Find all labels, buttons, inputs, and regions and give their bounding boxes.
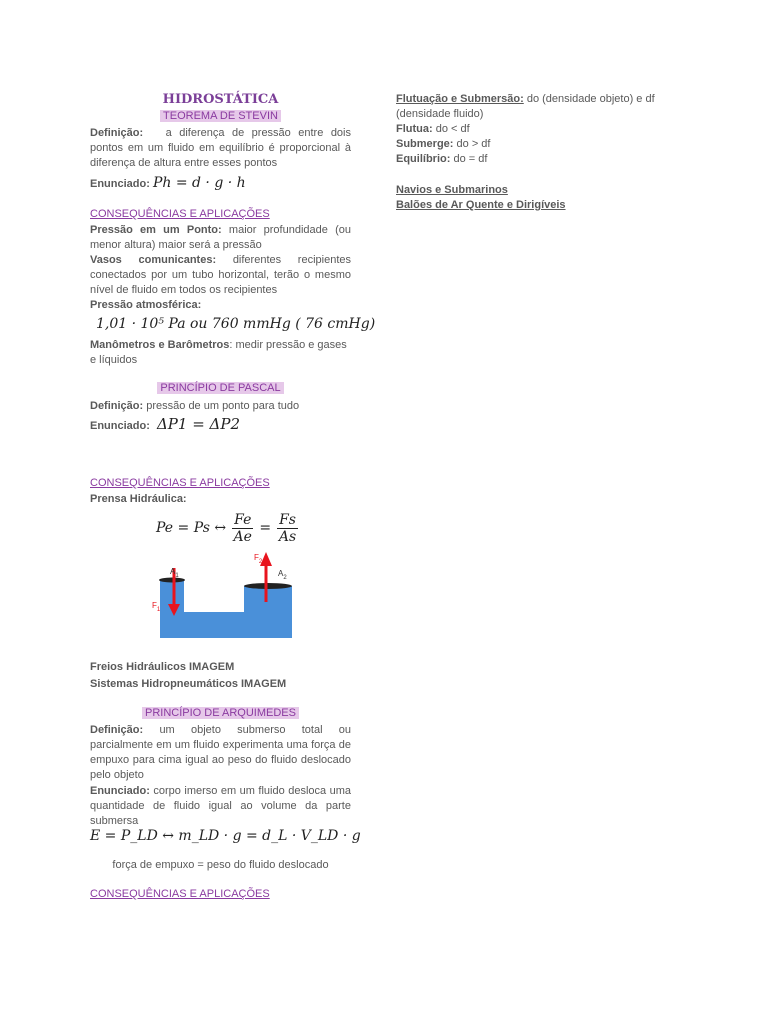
pascal-statement <box>90 414 351 436</box>
communicating-vessels-item <box>90 253 351 298</box>
pressure-point-item <box>90 223 351 253</box>
pascal-heading-wrap <box>90 382 351 394</box>
pascal-def-label: Definição: <box>90 400 144 412</box>
hydraulic-press-label: Prensa Hidráulica: <box>90 493 187 505</box>
flotation-item <box>396 92 658 122</box>
press-formula-equals: = <box>259 520 272 536</box>
archimedes-formula: E = P_LD ↔ m_LD · g = d_L · V_LD · g <box>90 828 361 844</box>
flotation-text: do (densidade objeto) e df (densidade fluido) <box>396 93 655 120</box>
consequences-heading-1: CONSEQUÊNCIAS E APLICAÇÕES <box>90 208 270 220</box>
communicating-vessels-label: Vasos comunicantes: <box>90 254 217 266</box>
flotation-label: Flutuação e Submersão: <box>396 93 524 105</box>
consequences-heading-2: CONSEQUÊNCIAS E APLICAÇÕES <box>90 477 270 489</box>
hydropneumatic-systems: Sistemas Hidropneumáticos IMAGEM <box>90 678 287 690</box>
pascal-def-text: pressão de um ponto para tudo <box>146 400 300 412</box>
floats-text: do < df <box>435 123 470 135</box>
pascal-formula: ΔP1 = ΔP2 <box>156 415 240 433</box>
archimedes-enun-text: corpo imerso em um fluido desloca uma quantidade de fluido igual ao volume da parte submersa <box>90 785 352 827</box>
floats-label: Flutua: <box>396 123 433 135</box>
atmospheric-pressure-label-row <box>90 298 351 313</box>
pascal-heading: PRINCÍPIO DE PASCAL <box>157 382 283 394</box>
fraction-fe: Fe <box>234 511 252 528</box>
stevin-definition <box>90 126 351 171</box>
hydraulic-items <box>90 660 351 692</box>
sinks-item <box>396 137 658 152</box>
hydraulic-press-formula <box>156 510 304 546</box>
sinks-label: Submerge: <box>396 138 454 150</box>
pascal-definition <box>90 399 351 414</box>
stevin-formula: Ph = d · g · h <box>152 175 246 191</box>
label-a1: $A_1$ <box>170 567 179 579</box>
archimedes-statement <box>90 784 351 829</box>
fraction-fe-ae <box>232 512 253 545</box>
stevin-def-label: Definição: <box>90 127 144 139</box>
equilibrium-text: do = df <box>453 153 488 165</box>
stevin-statement <box>90 173 351 194</box>
stevin-heading: TEOREMA DE STEVIN <box>160 110 281 122</box>
archimedes-caption: força de empuxo = peso do fluido deslocado <box>112 859 329 871</box>
balloons-airships: Balões de Ar Quente e Dirigíveis <box>396 199 566 211</box>
pressure-point-text: maior profundidade (ou menor altura) maior será a pressão <box>90 224 351 251</box>
fraction-ae: Ae <box>233 528 252 545</box>
communicating-vessels-text: diferentes recipientes conectados por um tubo horizontal, terão o mesmo nível de fluido em todos os recipientes <box>90 254 351 296</box>
archimedes-heading: PRINCÍPIO DE ARQUIMEDES <box>142 707 299 719</box>
archimedes-def-text: um objeto submerso total ou parcialmente em um fluido experimenta uma força de empuxo para cima igual ao peso do fluido deslocado pelo objeto <box>90 724 351 781</box>
fraction-fs: Fs <box>279 511 296 528</box>
consequences-1-body <box>90 223 351 313</box>
sinks-text: do > df <box>456 138 491 150</box>
pascal-enun-label: Enunciado: <box>90 420 150 432</box>
floats-item <box>396 122 658 137</box>
hydraulic-brakes: Freios Hidráulicos IMAGEM <box>90 661 235 673</box>
equilibrium-label: Equilíbrio: <box>396 153 451 165</box>
label-a2: $A_2$ <box>278 569 287 581</box>
hydraulic-press-diagram <box>146 548 296 644</box>
archimedes-definition <box>90 723 351 783</box>
label-f2: $F_2$ <box>254 553 263 565</box>
press-formula-left: Pe = Ps ↔ <box>156 520 227 536</box>
fraction-fs-as <box>277 512 298 545</box>
archimedes-heading-wrap <box>90 707 351 719</box>
consequences-heading-3: CONSEQUÊNCIAS E APLICAÇÕES <box>90 888 270 900</box>
manometers-label: Manômetros e Barômetros <box>90 339 230 351</box>
atmospheric-pressure-label: Pressão atmosférica: <box>90 299 202 311</box>
stevin-enun-label: Enunciado: <box>90 178 150 190</box>
ships-submarines: Navios e Submarinos <box>396 184 508 196</box>
equilibrium-item <box>396 152 658 167</box>
archimedes-enun-label: Enunciado: <box>90 785 150 797</box>
stevin-def-text: a diferença de pressão entre dois pontos em um fluido em equilíbrio é proporcional à diferença de altura entre esses pontos <box>90 127 351 169</box>
manometers-text: : medir pressão e gases e líquidos <box>90 339 347 366</box>
pressure-point-label: Pressão em um Ponto: <box>90 224 222 236</box>
small-piston <box>159 578 185 583</box>
label-f1: $F_1$ <box>152 601 161 613</box>
manometers-item <box>90 338 351 368</box>
hydraulic-press-label-row <box>90 492 351 507</box>
fraction-as: As <box>278 528 297 545</box>
atmospheric-pressure-formula: 1,01 · 10⁵ Pa ou 760 mmHg ( 76 cmHg) <box>96 316 376 332</box>
stevin-heading-wrap <box>90 110 351 122</box>
right-column <box>396 92 658 213</box>
large-piston <box>244 583 292 589</box>
archimedes-def-label: Definição: <box>90 724 144 736</box>
page-title: HIDROSTÁTICA <box>162 92 279 107</box>
